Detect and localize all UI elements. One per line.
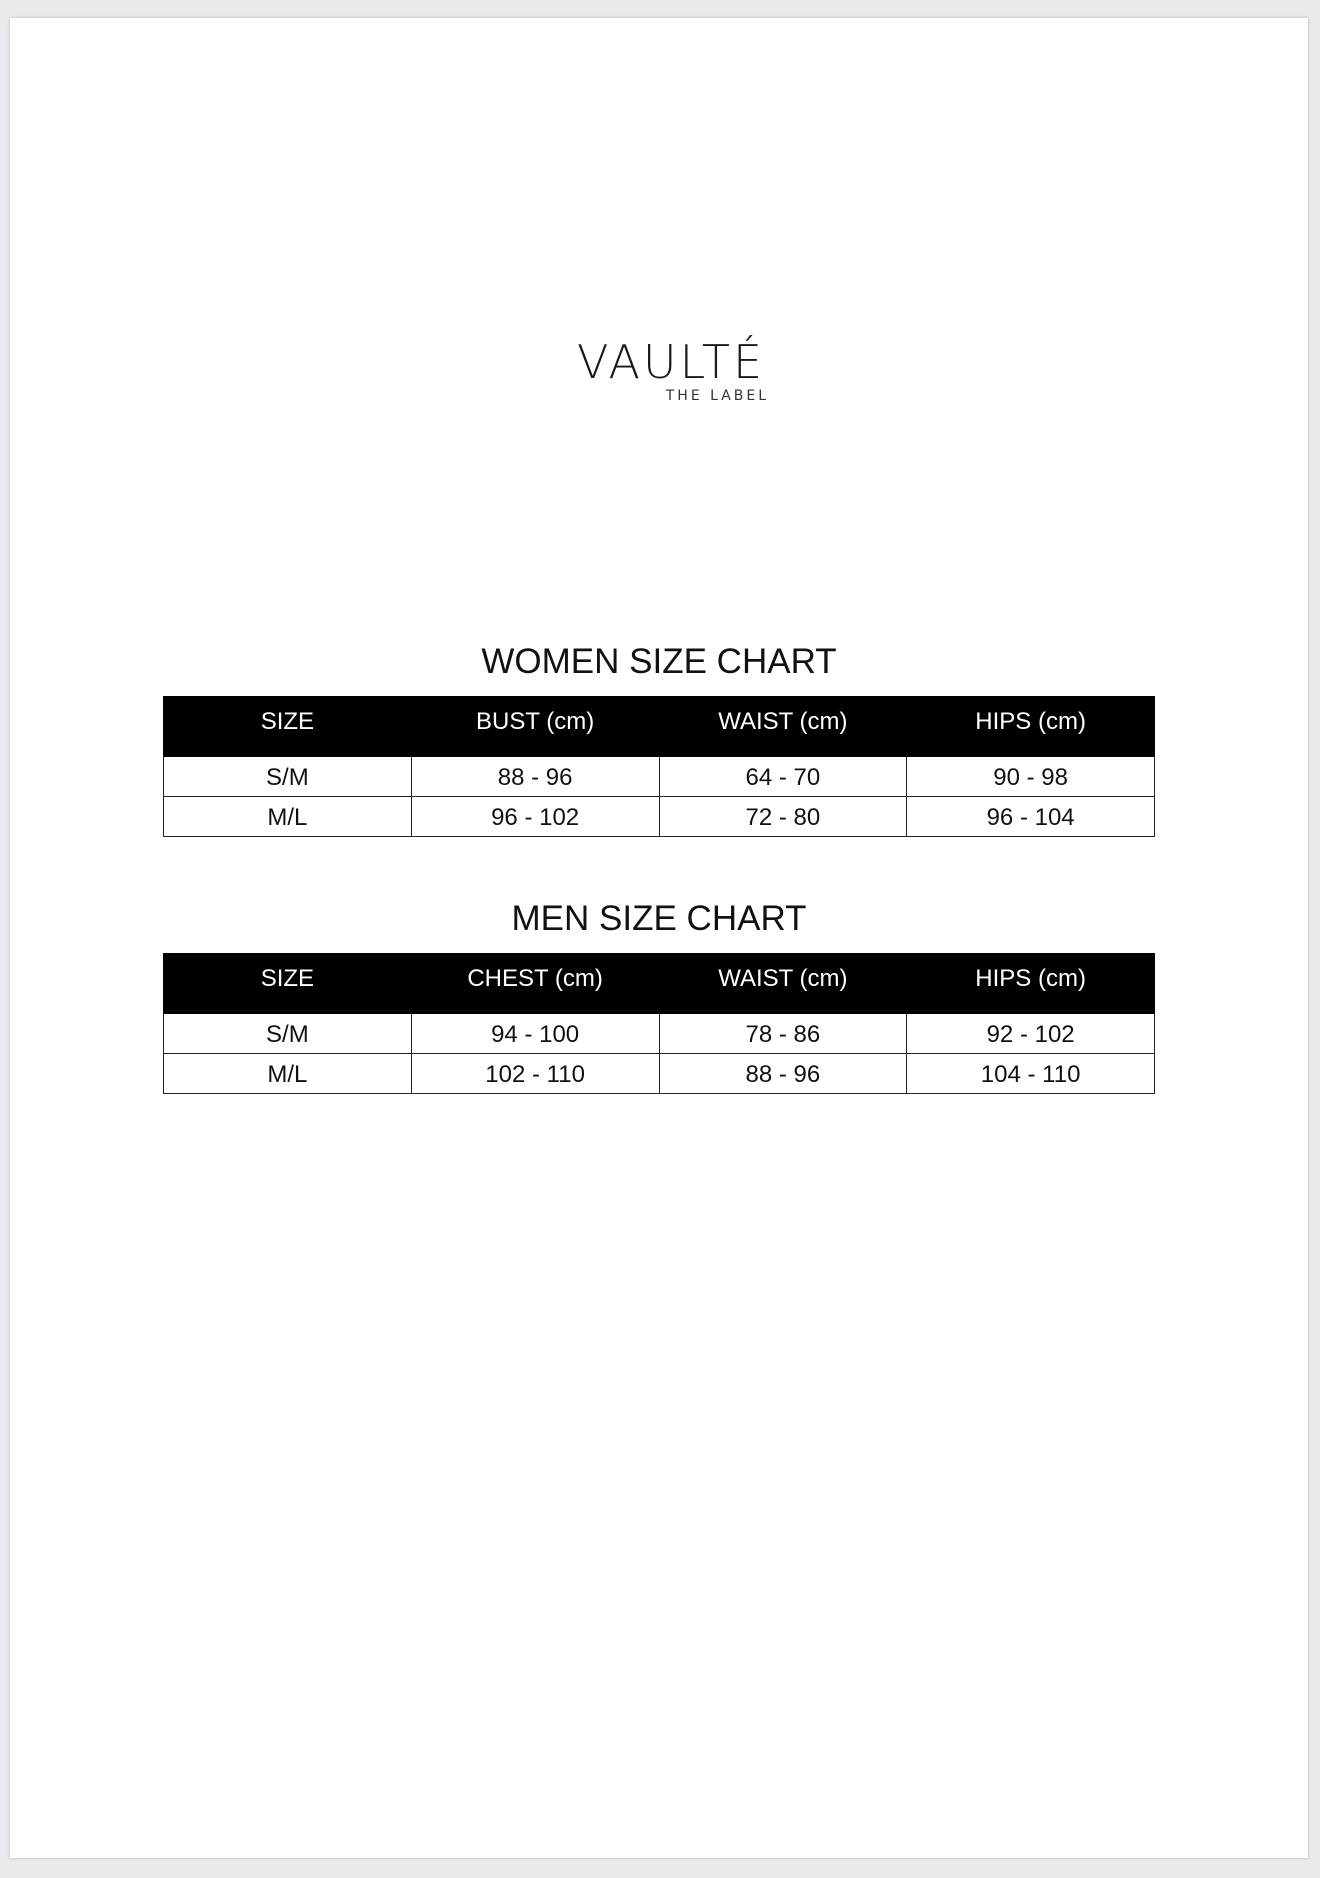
- table-header-row: [164, 954, 1155, 1014]
- cell-chest: 102 - 110: [411, 1054, 659, 1094]
- table-header-row: [164, 697, 1155, 757]
- header-hips: HIPS (cm): [907, 954, 1155, 1014]
- header-waist: WAIST (cm): [659, 697, 907, 757]
- header-bust: BUST (cm): [411, 697, 659, 757]
- men-chart-title: MEN SIZE CHART: [511, 899, 807, 938]
- cell-hips: 92 - 102: [907, 1014, 1155, 1054]
- header-size: SIZE: [164, 954, 412, 1014]
- cell-waist: 78 - 86: [659, 1014, 907, 1054]
- cell-size: M/L: [164, 1054, 412, 1094]
- cell-waist: 88 - 96: [659, 1054, 907, 1094]
- table-row: [164, 797, 1155, 837]
- cell-hips: 96 - 104: [907, 797, 1155, 837]
- header-size: SIZE: [164, 697, 412, 757]
- header-hips: HIPS (cm): [907, 697, 1155, 757]
- cell-size: S/M: [164, 1014, 412, 1054]
- cell-bust: 88 - 96: [411, 757, 659, 797]
- women-size-table: [163, 696, 1155, 837]
- table-row: [164, 1054, 1155, 1094]
- brand-logo: [10, 336, 1308, 405]
- document-page: [10, 18, 1308, 1858]
- cell-chest: 94 - 100: [411, 1014, 659, 1054]
- table-row: [164, 1014, 1155, 1054]
- men-size-table: [163, 953, 1155, 1094]
- brand-name: VAULTÉ: [576, 335, 766, 389]
- cell-hips: 104 - 110: [907, 1054, 1155, 1094]
- table-row: [164, 757, 1155, 797]
- cell-waist: 64 - 70: [659, 757, 907, 797]
- logo-wordmark: [576, 335, 770, 404]
- cell-hips: 90 - 98: [907, 757, 1155, 797]
- cell-bust: 96 - 102: [411, 797, 659, 837]
- cell-size: S/M: [164, 757, 412, 797]
- cell-waist: 72 - 80: [659, 797, 907, 837]
- header-chest: CHEST (cm): [411, 954, 659, 1014]
- women-chart-title: WOMEN SIZE CHART: [481, 642, 837, 681]
- header-waist: WAIST (cm): [659, 954, 907, 1014]
- brand-tagline: THE LABEL: [665, 388, 770, 404]
- cell-size: M/L: [164, 797, 412, 837]
